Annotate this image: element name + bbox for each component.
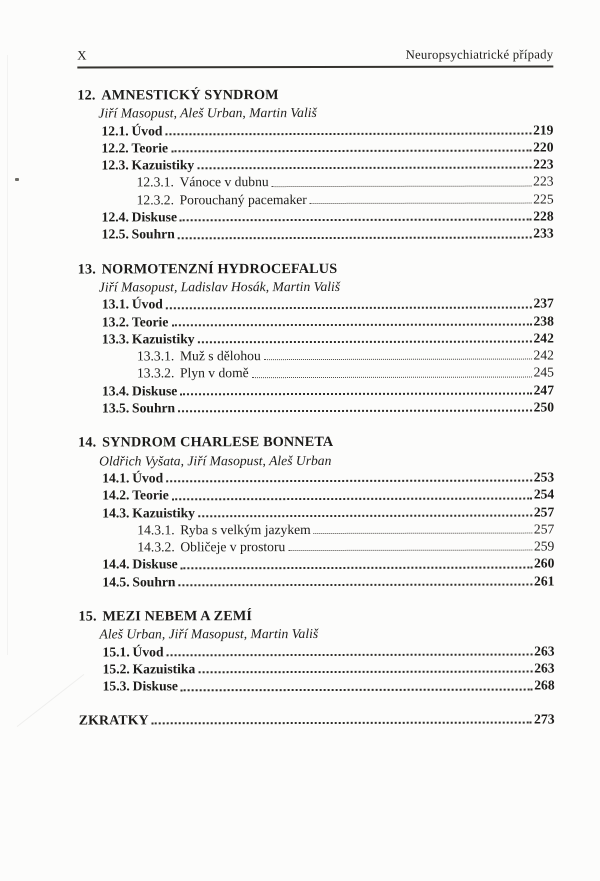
toc-entry <box>78 399 554 417</box>
entry-number: 12.2. <box>101 140 129 156</box>
entry-page: 245 <box>533 364 554 380</box>
entry-number: 12.3.1. <box>136 174 174 190</box>
chapter-number: 15. <box>78 608 97 625</box>
dot-leader <box>166 480 532 483</box>
dot-leader <box>171 150 531 153</box>
dot-leader <box>178 410 532 413</box>
chapter-title <box>78 608 554 626</box>
toc-entry <box>79 642 555 660</box>
dot-leader <box>180 393 531 396</box>
entry-number: 12.5. <box>101 226 129 242</box>
dot-leader <box>198 671 532 674</box>
entry-number: 12.4. <box>101 209 129 225</box>
entry-label: Obličeje v prostoru <box>180 539 286 555</box>
dot-leader <box>180 219 531 222</box>
dot-leader <box>178 236 532 239</box>
entry-page: 257 <box>533 521 555 537</box>
entry-label: Plyn v domě <box>179 365 249 381</box>
chapter-title-text: MEZI NEBEM A ZEMÍ <box>102 608 253 625</box>
entry-label: Muž s dělohou <box>179 348 261 364</box>
entry-label: Kazuistiky <box>131 331 195 347</box>
toc-entry <box>78 190 554 208</box>
dot-leader <box>198 341 532 344</box>
entry-number: 14.3. <box>102 504 130 520</box>
scan-artifact-edge-line <box>7 55 8 655</box>
entry-label: Teorie <box>132 487 169 503</box>
table-of-contents <box>77 87 554 695</box>
entry-number: 13.3.2. <box>136 365 175 381</box>
toc-entry <box>78 538 554 556</box>
entry-label: Vánoce v dubnu <box>179 174 269 190</box>
entry-label: Diskuse <box>132 678 178 694</box>
entry-page: 268 <box>534 677 555 693</box>
entry-number: 14.4. <box>102 556 130 572</box>
toc-entry <box>78 520 554 538</box>
scan-artifact-speck <box>15 178 19 181</box>
entry-label: Porouchaný pacemaker <box>179 191 307 208</box>
toc-entry <box>78 486 554 504</box>
dot-leader <box>165 132 531 135</box>
entry-label: Souhrn <box>131 226 175 242</box>
entry-number: 13.5. <box>102 400 130 416</box>
entry-page: 219 <box>533 122 554 138</box>
toc-entry <box>78 208 554 226</box>
chapter-title-text: AMNESTICKÝ SYNDROM <box>101 87 279 104</box>
dot-leader <box>181 566 532 569</box>
toc-entry <box>78 173 554 191</box>
chapter-title-text: SYNDROM CHARLESE BONNETA <box>102 434 334 451</box>
chapter-authors: Jiří Masopust, Ladislav Hosák, Martin Vališ <box>98 278 341 295</box>
dot-leader <box>166 306 532 309</box>
entry-number: 13.1. <box>101 296 130 312</box>
chapter-entries <box>78 468 554 590</box>
entry-number: 15.2. <box>102 661 130 677</box>
dot-leader <box>197 167 531 170</box>
entry-page: 225 <box>533 191 554 207</box>
entry-page: 253 <box>533 469 555 485</box>
entry-number: 15.1. <box>102 644 130 660</box>
chapter-number: 13. <box>77 261 96 278</box>
entry-label: Diskuse <box>132 556 178 572</box>
toc-entry <box>78 329 554 347</box>
entry-page: 228 <box>533 208 554 224</box>
entry-page: 247 <box>533 382 555 398</box>
entry-number: 12.1. <box>101 122 129 139</box>
entry-label: Souhrn <box>132 400 176 416</box>
toc-chapter <box>78 434 554 591</box>
dot-leader <box>288 550 532 552</box>
dot-leader <box>310 203 531 204</box>
running-title: Neuropsychiatrické případy <box>405 47 554 62</box>
entry-page: 233 <box>533 225 554 241</box>
entry-page: 257 <box>533 504 555 520</box>
entry-page: 237 <box>533 295 554 311</box>
toc-entry <box>77 121 553 139</box>
chapter-title <box>77 87 553 105</box>
entry-label: Teorie <box>131 313 169 329</box>
chapter-authors: Jiří Masopust, Aleš Urban, Martin Vališ <box>98 105 317 121</box>
entry-label: Diskuse <box>131 209 177 225</box>
entry-number: 14.3.2. <box>137 539 175 555</box>
entry-page: 242 <box>533 330 554 346</box>
entry-number: 14.5. <box>102 574 130 590</box>
entry-page: 261 <box>533 573 555 589</box>
chapter-authors: Oldřich Vyšata, Jiří Masopust, Aleš Urban <box>99 452 332 469</box>
entry-label: ZKRATKY <box>78 711 149 727</box>
page-header <box>77 48 553 69</box>
dot-leader <box>181 688 532 691</box>
toc-entry <box>78 555 554 573</box>
toc-entry <box>78 156 554 174</box>
dot-leader <box>178 584 532 587</box>
entry-number: 13.4. <box>101 383 130 399</box>
entry-number: 15.3. <box>102 678 130 694</box>
entry-label: Úvod <box>131 122 163 138</box>
entry-label: Úvod <box>132 643 164 659</box>
toc-page-content <box>77 48 554 729</box>
entry-label: Kazuistika <box>132 661 196 677</box>
entry-label: Kazuistiky <box>132 504 195 520</box>
dot-leader <box>264 359 532 361</box>
toc-entry <box>77 138 553 156</box>
entry-page: 238 <box>533 313 554 329</box>
chapter-number: 14. <box>78 434 97 451</box>
entry-label: Teorie <box>131 140 169 156</box>
toc-entry <box>78 225 554 243</box>
entry-number: 13.3.1. <box>136 348 175 364</box>
chapter-entries <box>77 121 553 243</box>
entry-label: Úvod <box>132 470 164 486</box>
chapter-entries <box>78 295 554 417</box>
entry-page: 259 <box>533 538 555 554</box>
entry-number: 14.1. <box>102 470 130 486</box>
chapter-title-text: NORMOTENZNÍ HYDROCEFALUS <box>101 260 338 278</box>
toc-entry <box>79 677 555 695</box>
chapter-authors: Aleš Urban, Jiří Masopust, Martin Vališ <box>99 626 319 642</box>
toc-entry <box>78 347 554 365</box>
entry-number: 12.3. <box>101 157 129 173</box>
toc-entry-zkratky <box>79 710 555 728</box>
toc-entry <box>78 503 554 521</box>
dot-leader <box>252 376 532 378</box>
entry-page: 273 <box>533 711 555 727</box>
chapter-title <box>78 434 554 452</box>
toc-entry <box>78 312 554 330</box>
dot-leader <box>272 185 532 187</box>
dot-leader <box>198 514 532 517</box>
entry-number: 14.2. <box>102 487 130 503</box>
entry-page: 263 <box>534 660 555 676</box>
toc-entry <box>79 659 555 677</box>
dot-leader <box>152 721 532 724</box>
dot-leader <box>171 323 531 326</box>
entry-label: Souhrn <box>132 574 176 590</box>
entry-page: 260 <box>533 555 555 571</box>
entry-label: Kazuistiky <box>131 157 195 173</box>
page-number: X <box>77 48 87 63</box>
entry-label: Ryba s velkým jazykem <box>180 521 311 538</box>
entry-page: 263 <box>534 643 555 659</box>
entry-page: 220 <box>533 139 554 155</box>
toc-chapter <box>77 87 553 244</box>
chapter-entries <box>79 642 555 695</box>
chapter-number: 12. <box>77 87 96 104</box>
entry-page: 242 <box>533 347 554 363</box>
toc-entry <box>78 364 554 382</box>
toc-entry <box>78 468 554 486</box>
entry-number: 12.3.2. <box>136 192 175 208</box>
dot-leader <box>167 653 533 656</box>
toc-chapter <box>78 260 554 417</box>
entry-page: 223 <box>533 173 554 190</box>
entry-page: 254 <box>533 486 555 502</box>
chapter-title <box>78 260 554 278</box>
dot-leader <box>314 533 532 534</box>
toc-entry <box>78 381 554 399</box>
entry-label: Úvod <box>131 296 163 312</box>
toc-chapter <box>78 608 554 695</box>
toc-entry <box>78 572 554 590</box>
entry-label: Diskuse <box>131 383 178 399</box>
toc-entry <box>78 295 554 313</box>
scan-artifact-crease <box>17 674 85 727</box>
entry-number: 14.3.1. <box>137 522 175 538</box>
entry-number: 13.2. <box>101 313 130 330</box>
dot-leader <box>172 497 532 500</box>
entry-number: 13.3. <box>101 331 130 347</box>
entry-page: 250 <box>533 399 555 415</box>
entry-page: 223 <box>533 156 554 172</box>
